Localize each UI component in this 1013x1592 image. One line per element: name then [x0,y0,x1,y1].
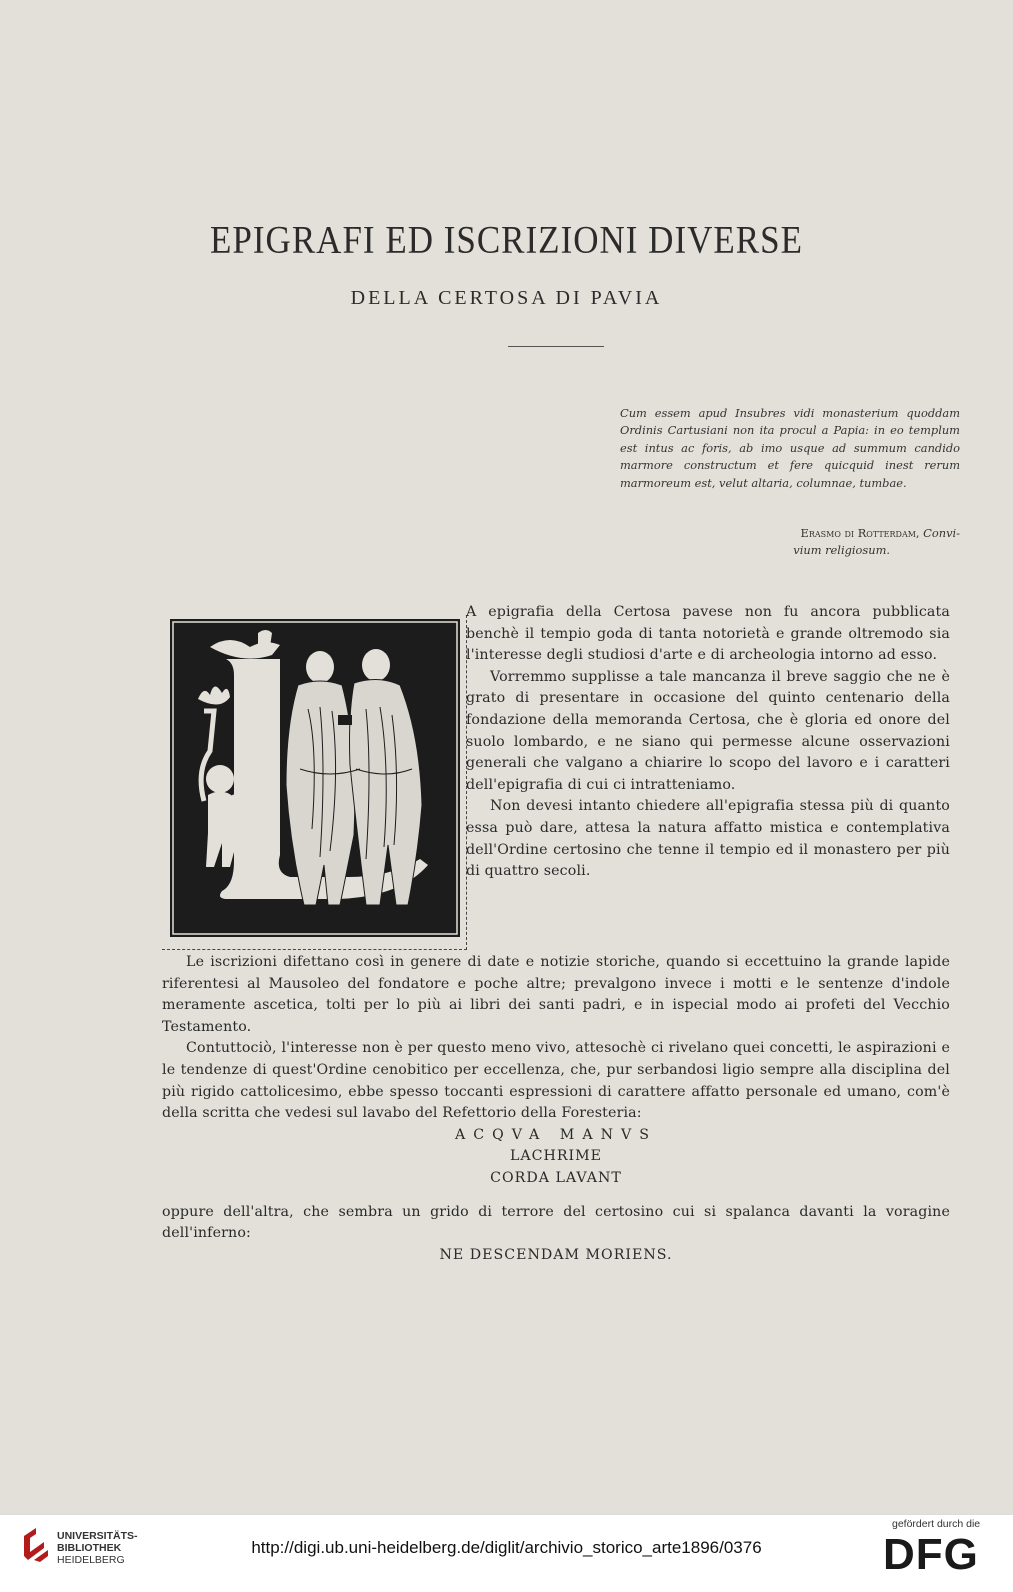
illuminated-initial [162,615,467,950]
epigraph-work-2: vium religiosum. [793,543,890,557]
inscription-2: NE DESCENDAM MORIENS. [439,1246,673,1263]
epigraph-quote: Cum essem apud Insubres vidi monasterium quoddam Ordinis Cartusiani non ita procul a Papia: in eo templum est intus ac foris, ab imo usque ad summum candido marmore constructum et fere quicquid inest rerum marmoreum est, velut altaria, columnae, tumbae. [620,406,960,490]
page-title: EPIGRAFI ED ISCRIZIONI DIVERSE [210,217,803,262]
dfg-logo[interactable]: DFG [883,1530,979,1579]
paragraph-6: oppure dell'altra, che sembra un grido di terrore del certosino cui si spalanca davanti la voragine dell'inferno: [162,1203,950,1242]
epigraph-attribution [640,525,960,559]
paragraph-4: Le iscrizioni difettano così in genere di date e notizie storiche, quando si eccettuino la grande lapide riferentesi al Mausoleo del fondatore e poche altre; prevalgono invece i motti e le sentenze d'indole meramente ascetica, tolti per lo più ai libri dei santi padri, e in ispecial modo ai profeti del Vecchio Testamento. [162,954,950,1035]
paragraph-1 [466,602,950,667]
paragraph-1-text: epigrafia della Certosa pavese non fu ancora pubblicata benchè il tempio goda di tanta notorietà e grande oltremodo sia l'interesse degli studiosi d'arte e di archeologia intorno ad esso. [466,604,950,664]
page-subtitle: DELLA CERTOSA DI PAVIA [350,287,663,309]
library-line-2: BIBLIOTHEK [57,1542,122,1554]
funder-label: gefördert durch die [892,1518,981,1530]
epigraph-author: Erasmo di Rotterdam, [800,526,920,540]
library-line-1: UNIVERSITÄTS- [57,1530,138,1542]
document-url-link[interactable]: http://digi.ub.uni-heidelberg.de/diglit/archivio_storico_arte1896/0376 [251,1538,762,1557]
dropcap-continuation: A [466,604,477,620]
initial-woodcut-image [170,619,460,937]
inscription-line-2: LACHRIME [509,1148,603,1165]
inscription-line-3: CORDA LAVANT [490,1169,622,1186]
epigraph-work-1: Convi- [923,526,960,540]
paragraph-5: Contuttociò, l'interesse non è per questo meno vivo, attesochè ci rivelano quei concetti, le aspirazioni e le tendenze di quest'Ordine cenobitico per eccellenza, che, pur serbandosi ligio sempre alla disciplina del più rigido cattolicesimo, ebbe spesso toccanti espressioni di carattere affatto personale ed umano, com'è della scritta che vedesi sul lavabo del Refettorio della Foresteria: [162,1040,950,1122]
paragraph-2: Vorremmo supplisse a tale mancanza il breve saggio che ne è grato di presentare in occasione del quinto centenario della fondazione della memoranda Certosa, che è gloria ed onore del suolo lombardo, e ne siano qui permesse alcune osservazioni generali che valgano a chiarire lo scopo del lavoro e i caratteri dell'epigrafia di cui ci intratteniamo. [466,668,950,793]
title-divider [508,346,604,347]
main-text [162,952,950,1266]
paragraph-3: Non devesi intanto chiedere all'epigrafia stessa più di quanto essa può dare, attesa la natura affatto mistica e contemplativa dell'Ordine certosino che tenne il tempio ed il monastero per più di quattro secoli. [466,798,950,880]
library-line-3: HEIDELBERG [57,1554,125,1566]
inscription-line-1: ACQVA MANVS [455,1126,657,1143]
intro-column [466,602,950,883]
